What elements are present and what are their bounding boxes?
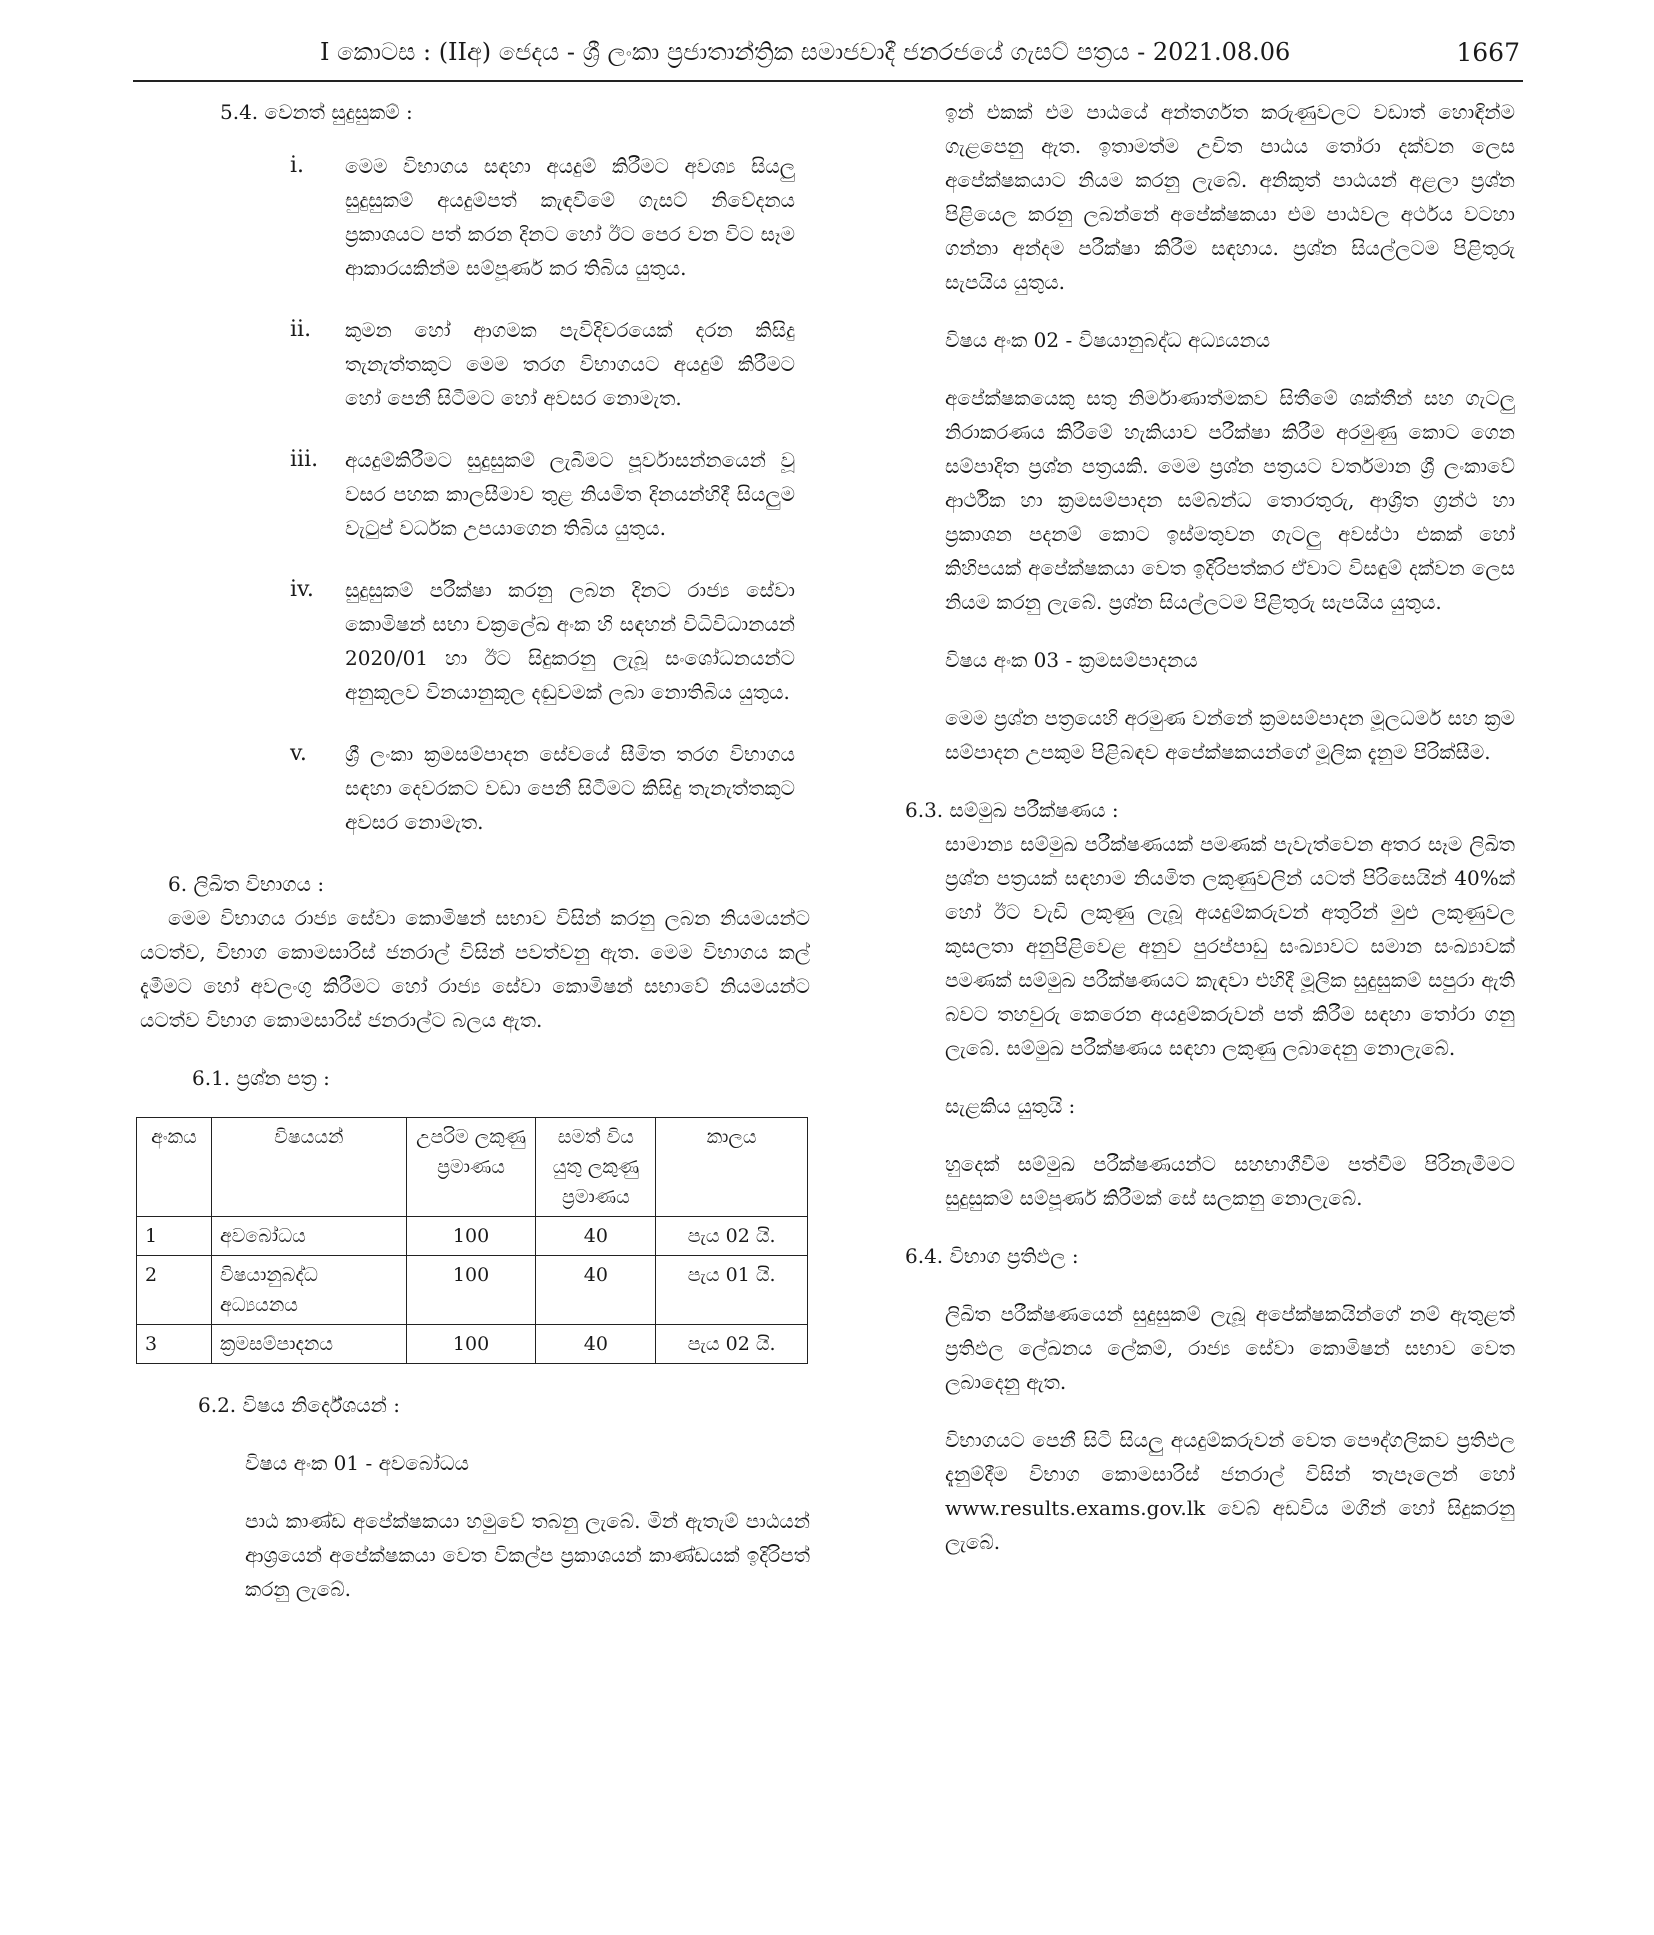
- section-6-3-title: 6.3. සම්මුඛ පරීක්ෂණය :: [905, 798, 1119, 822]
- note-text: හුදෙක් සම්මුඛ පරීක්ෂණයන්ට සහභාගීවීම පත්වීම පිරිනැමීමට සුදුසුකම් සම්පූර්ණ කිරීමක් සේ සලකනු නොලැබේ.: [945, 1152, 1515, 1210]
- table-row: [137, 1217, 808, 1256]
- table-cell: 2: [137, 1256, 212, 1325]
- section-6-4-text-2: විභාගයට පෙනී සිටි සියලු අයදුම්කරුවන් වෙත පෞද්ගලිකව ප්‍රතිඵල දැනුම්දීම විභාග කොමසාරිස් ජනරාල් විසින් තැපෑලෙන් හෝ www.results.exams.gov.lk වෙබ් අඩවිය මගින් හෝ සිදුකරනු ලැබේ.: [945, 1428, 1515, 1554]
- table-cell: 3: [137, 1325, 212, 1364]
- section-6-4-text-1: ලිඛිත පරීක්ෂණයෙන් සුදුසුකම් ලැබූ අපේක්ෂකයින්ගේ නම් ඇතුළත් ප්‍රතිඵල ලේඛනය ලේකම්, රාජ්‍ය සේවා කොමිෂන් සභාව වෙත ලබාදෙනු ඇත.: [945, 1302, 1515, 1394]
- list-text: ශ්‍රී ලංකා ක්‍රමසම්පාදන සේවයේ සීමිත තරග විභාගය සඳහා දෙවරකට වඩා පෙනී සිටීමට කිසිදු තැනැත්තකුට අවසර නොමැත.: [345, 742, 795, 834]
- list-number: iii.: [290, 447, 319, 472]
- list-item: [140, 149, 810, 285]
- section-6-text: මෙම විභාගය රාජ්‍ය සේවා කොමිෂන් සභාව විසින් කරනු ලබන නියමයන්ට යටත්ව, විභාග කොමසාරිස් ජනරාල් විසින් පවත්වනු ඇත. මෙම විභාගය කල් දැමීමට හෝ අවලංගු කිරීමට හෝ රාජ්‍ය සේවා කොමිෂන් සභාවේ නියමයන්ට යටත්ව විභාග කොමසාරිස් ජනරාල්ට බලය ඇත.: [140, 906, 810, 1032]
- subject-02-text: අපේක්ෂකයෙකු සතු නිර්මාණාත්මකව සිතීමේ ශක්තීන් සහ ගැටලු නිරාකරණය කිරීමේ හැකියාව පරීක්ෂා කිරීම අරමුණු කොට ගෙන සම්පාදිත ප්‍රශ්න පත්‍රයකි. මෙම ප්‍රශ්න පත්‍රයට වර්තමාන ශ්‍රී ලංකාවේ ආර්ථික හා ක්‍රමසම්පාදන සම්බන්ධ තොරතුරු, ආශ්‍රිත ග්‍රන්ථ හා ප්‍රකාශන පදනම් කොට ඉස්මතුවන ගැටලු අවස්ථා එකක් හෝ කිහිපයක් අපේක්ෂකයා වෙත ඉදිරිපත්කර ඒවාට විසඳුම් දක්වන ලෙස නියම කරනු ලැබේ. ප්‍රශ්න සියල්ලටම පිළිතුරු සැපයිය යුතුය.: [945, 386, 1515, 614]
- table-cell: 40: [536, 1217, 656, 1256]
- list-text: සුදුසුකම් පරීක්ෂා කරනු ලබන දිනට රාජ්‍ය සේවා කොමිෂන් සභා චක්‍රලේඛ අංක හි සඳහන් විධිවිධානයන් 2020/01 හා ඊට සිදුකරනු ලැබූ සංශෝධනයන්ට අනුකූලව විනයානුකූල දඬුවමක් ලබා නොතිබිය යුතුය.: [345, 578, 795, 704]
- list-item: [140, 573, 810, 709]
- table-row: [137, 1325, 808, 1364]
- header-rule: [133, 80, 1523, 82]
- column-header: විෂයයන්: [211, 1118, 406, 1217]
- section-6-4-title: 6.4. විභාග ප්‍රතිඵල :: [905, 1244, 1079, 1268]
- column-header: සමත් විය යුතු ලකුණු ප්‍රමාණය: [536, 1118, 656, 1217]
- column-header: අංකය: [137, 1118, 212, 1217]
- table-header-row: [137, 1118, 808, 1217]
- table-cell: 100: [406, 1256, 536, 1325]
- table-cell: 40: [536, 1256, 656, 1325]
- section-5-4-title: 5.4. වෙනත් සුදුසුකම් :: [220, 100, 413, 124]
- page-number: 1667: [1456, 38, 1520, 67]
- list-number: i.: [290, 153, 305, 178]
- table-cell: 100: [406, 1217, 536, 1256]
- column-header: උපරිම ලකුණු ප්‍රමාණය: [406, 1118, 536, 1217]
- subject-03-text: මෙම ප්‍රශ්න පත්‍රයෙහි අරමුණ වන්නේ ක්‍රමසම්පාදන මූලධර්ම සහ ක්‍රම සම්පාදන උපකුම පිළිබඳව අපේක්ෂකයන්ගේ මූලික දැනුම පිරික්සීම.: [945, 706, 1515, 764]
- subject-02-title: විෂය අංක 02 - විෂයානුබද්ධ අධ්‍යයනය: [945, 328, 1271, 352]
- section-6-2-title: 6.2. විෂය නිර්දේශයන් :: [198, 1393, 401, 1417]
- table-cell: 40: [536, 1325, 656, 1364]
- table-cell: පැය 02 යි.: [656, 1325, 808, 1364]
- header-title: I කොටස : (IIඅ) ජෙදය - ශ්‍රී ලංකා ප්‍රජාතාන්ත්‍රික සමාජවාදී ජනරජයේ ගැසට් පත්‍රය - 2021.08.06: [320, 38, 1291, 66]
- table-cell: පැය 01 යි.: [656, 1256, 808, 1325]
- table-cell: පැය 02 යි.: [656, 1217, 808, 1256]
- section-6-1-title: 6.1. ප්‍රශ්න පත්‍ර :: [192, 1066, 330, 1090]
- subject-01-continued-text: ඉන් එකක් එම පාඨයේ අන්තර්ගත කරුණුවලට වඩාත් හොඳින්ම ගැළපෙනු ඇත. ඉතාමත්ම උචිත පාඨය තෝරා දක්වන ලෙස අපේක්ෂකයාට නියම කරනු ලැබේ. අනිකුත් පාඨයන් අළලා ප්‍රශ්න පිළියෙල කරනු ලබන්නේ අපේක්ෂකයා එම පාඨවල අර්ථය වටහා ගන්නා අන්දම පරීක්ෂා කිරීම සඳහාය. ප්‍රශ්න සියල්ලටම පිළිතුරු සැපයිය යුතුය.: [945, 100, 1515, 294]
- list-item: [140, 443, 810, 545]
- list-text: කුමන හෝ ආගමක පැවිදිවරයෙක් දරන කිසිදු තැනැත්තකුට මෙම තරග විභාගයට අයදුම් කිරීමට හෝ පෙනී සිටීමට හෝ අවසර නොමැත.: [345, 318, 795, 410]
- list-text: මෙම විභාගය සඳහා අයදුම් කිරීමට අවශ්‍ය සියලු සුදුසුකම් අයදුම්පත් කැඳවීමේ ගැසට් නිවේදනය ප්‍රකාශයට පත් කරන දිනට හෝ ඊට පෙර වන විට සෑම ආකාරයකින්ම සම්පූර්ණ කර තිබිය යුතුය.: [345, 154, 795, 280]
- list-number: iv.: [290, 577, 314, 602]
- subject-01-text: පාඨ කාණ්ඩ අපේක්ෂකයා හමුවේ තබනු ලැබේ. මින් ඇතැම් පාඨයන් ආශ්‍රයෙන් අපේක්ෂකයා වෙත විකල්ප ප්‍රකාශයන් කාණ්ඩයක් ඉදිරිපත් කරනු ලැබේ.: [245, 1509, 810, 1601]
- table-cell: 100: [406, 1325, 536, 1364]
- list-number: v.: [290, 741, 307, 766]
- table-cell: අවබෝධය: [211, 1217, 406, 1256]
- column-header: කාලය: [656, 1118, 808, 1217]
- table-row: [137, 1256, 808, 1325]
- list-number: ii.: [290, 317, 312, 342]
- section-6-3-text: සාමාන්‍ය සම්මුඛ පරීක්ෂණයක් පමණක් පැවැත්වෙන අතර සෑම ලිඛිත ප්‍රශ්න පත්‍රයක් සඳහාම නියමිත ලකුණුවලින් යටත් පිරිසෙයින් 40%ක් හෝ ඊට වැඩි ලකුණු ලැබූ අයදුම්කරුවන් අතුරින් මුළු ලකුණුවල කුසලතා අනුපිළිවෙළ අනුව පුරප්පාඩු සංඛ්‍යාවට සමාන සංඛ්‍යාවක් පමණක් සම්මුඛ පරීක්ෂණයට කැඳවා එහිදී මූලික සුදුසුකම් සපුරා ඇති බවට තහවුරු කෙරෙන අයදුම්කරුවන් පත් කිරීම සඳහා තෝරා ගනු ලැබේ. සම්මුඛ පරීක්ෂණය සඳහා ලකුණු ලබාදෙනු නොලැබේ.: [945, 832, 1515, 1060]
- right-column: [905, 95, 1515, 1559]
- table-cell: විෂයානුබද්ධ අධ්‍යයනය: [211, 1256, 406, 1325]
- subject-01-title: විෂය අංක 01 - අවබෝධය: [245, 1451, 469, 1475]
- list-text: අයදුම්කිරීමට සුදුසුකම් ලැබීමට පූර්වාසන්නයෙන් වූ වසර පහක කාලසීමාව තුළ නියමිත දිනයන්හිදී සියලුම වැටුප් වර්ධක උපයාගෙන තිබිය යුතුය.: [345, 448, 795, 540]
- section-6-title: 6. ලිඛිත විභාගය :: [168, 872, 325, 896]
- table-cell: 1: [137, 1217, 212, 1256]
- exam-papers-table: [136, 1117, 808, 1364]
- left-column: [140, 95, 810, 1606]
- list-item: [140, 313, 810, 415]
- note-title: සැළකිය යුතුයි :: [945, 1094, 1076, 1118]
- table-cell: ක්‍රමසම්පාදනය: [211, 1325, 406, 1364]
- subject-03-title: විෂය අංක 03 - ක්‍රමසම්පාදනය: [945, 648, 1198, 672]
- gazette-header: [135, 30, 1520, 80]
- list-item: [140, 737, 810, 839]
- exam-papers-table-wrap: [136, 1117, 810, 1364]
